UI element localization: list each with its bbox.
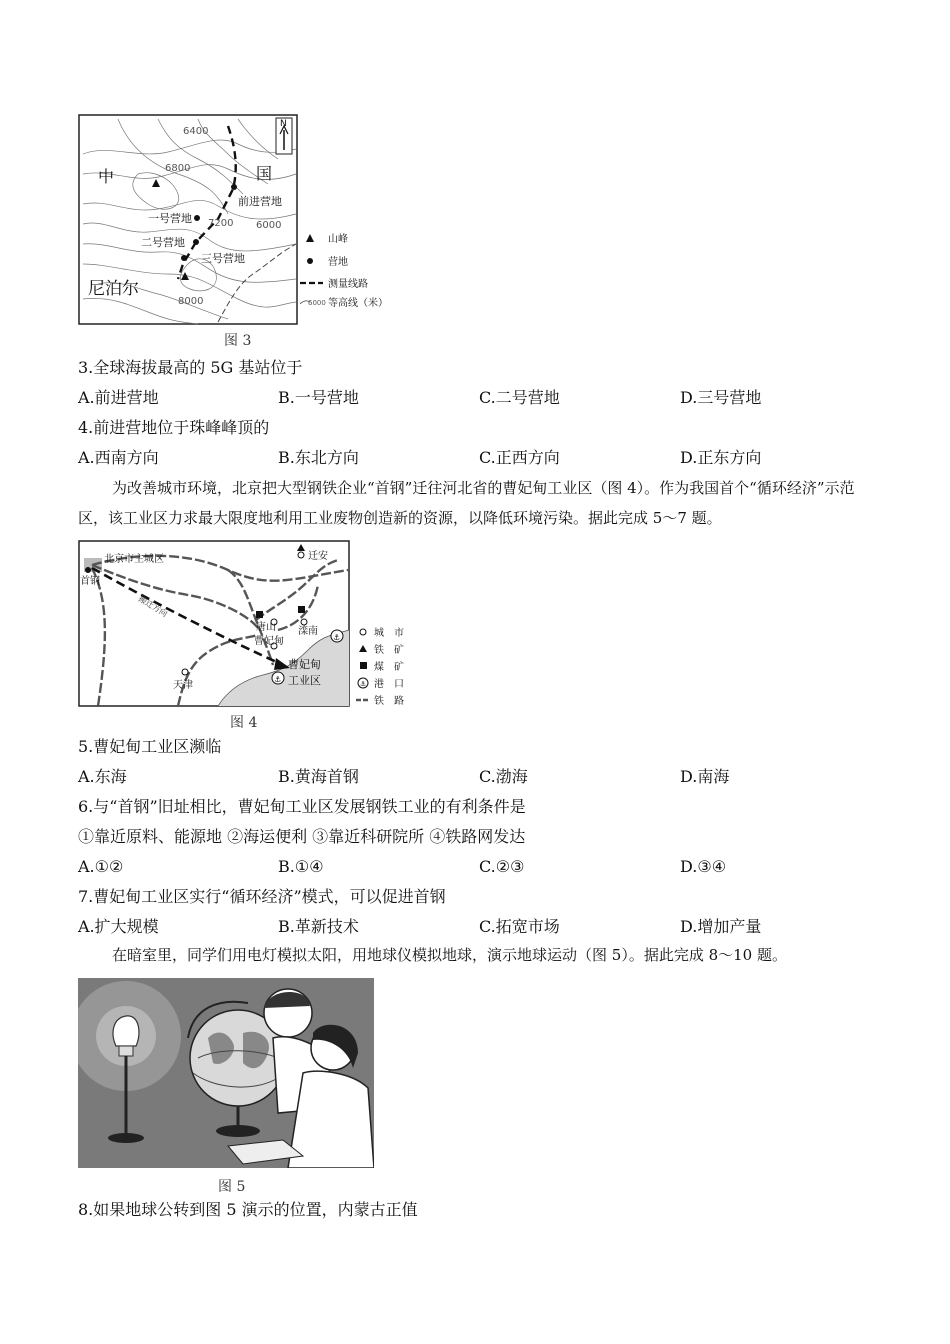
q3-option-a[interactable]: A.前进营地 [78, 388, 159, 407]
intro-5-7: 为改善城市环境，北京把大型钢铁企业“首钢”迁往河北省的曹妃甸工业区（图 4）。作为我国首个“循环经济”示范区，该工业区力求最大限度地利用工业废物创造新的资源，以降低环境污染。据此完成 5～7 题。 [78, 479, 855, 527]
figure-4 [78, 540, 418, 710]
svg-text:营地: 营地 [328, 257, 348, 268]
svg-text:山峰: 山峰 [328, 234, 348, 245]
svg-text:N: N [280, 119, 287, 129]
svg-text:7200: 7200 [208, 218, 234, 229]
figure-3-caption: 图 3 [224, 333, 252, 349]
svg-text:三号营地: 三号营地 [201, 252, 245, 265]
svg-text:6400: 6400 [183, 126, 209, 137]
svg-text:8000: 8000 [178, 296, 204, 307]
figure-5 [78, 978, 374, 1168]
q7-option-b[interactable]: B.革新技术 [278, 917, 359, 936]
svg-text:测量线路: 测量线路 [328, 279, 368, 290]
svg-text:二号营地: 二号营地 [141, 236, 185, 249]
svg-text:北京市主城区: 北京市主城区 [104, 554, 164, 565]
q6-sub: ①靠近原料、能源地 ②海运便利 ③靠近科研院所 ④铁路网发达 [78, 827, 526, 846]
q7-option-d[interactable]: D.增加产量 [680, 917, 762, 936]
figure-3 [78, 114, 418, 329]
svg-text:首钢: 首钢 [80, 576, 100, 587]
svg-text:前进营地: 前进营地 [238, 195, 282, 208]
svg-text:⚓: ⚓ [360, 680, 367, 688]
q3-stem: 3.全球海拔最高的 5G 基站位于 [78, 358, 303, 377]
q3-option-b[interactable]: B.一号营地 [278, 388, 359, 407]
q7-option-a[interactable]: A.扩大规模 [78, 917, 159, 936]
q7-option-c[interactable]: C.拓宽市场 [479, 917, 560, 936]
q8-stem: 8.如果地球公转到图 5 演示的位置，内蒙古正值 [78, 1200, 418, 1219]
svg-text:6000: 6000 [308, 299, 326, 307]
svg-text:滦南: 滦南 [298, 626, 318, 637]
q4-option-b[interactable]: B.东北方向 [278, 448, 359, 467]
coal-mine-icon [256, 611, 263, 618]
q5-option-d[interactable]: D.南海 [680, 767, 730, 786]
figure-5-illustration [78, 978, 374, 1168]
svg-text:一号营地: 一号营地 [148, 212, 192, 225]
legend-iron-icon [359, 645, 367, 652]
coal-mine-icon [298, 606, 305, 613]
svg-text:中: 中 [98, 167, 115, 186]
svg-text:国: 国 [256, 164, 273, 183]
svg-text:城 市: 城 市 [374, 628, 404, 639]
q5-option-b[interactable]: B.黄海首钢 [278, 767, 359, 786]
q3-option-c[interactable]: C.二号营地 [479, 388, 560, 407]
svg-text:铁 矿: 铁 矿 [374, 645, 404, 656]
legend-coal-icon [360, 662, 367, 669]
q4-option-c[interactable]: C.正西方向 [479, 448, 560, 467]
svg-text:6800: 6800 [165, 163, 191, 174]
q4-option-a[interactable]: A.西南方向 [78, 448, 159, 467]
q3-option-d[interactable]: D.三号营地 [680, 388, 762, 407]
svg-text:6000: 6000 [256, 220, 282, 231]
figure-3-map [78, 114, 418, 329]
q4-option-d[interactable]: D.正东方向 [680, 448, 762, 467]
svg-text:铁 路: 铁 路 [374, 696, 404, 707]
q5-option-c[interactable]: C.渤海 [479, 767, 528, 786]
svg-text:搬迁方向: 搬迁方向 [136, 594, 169, 619]
q4-stem: 4.前进营地位于珠峰峰顶的 [78, 418, 270, 437]
svg-text:天津: 天津 [173, 680, 193, 691]
q6-option-b[interactable]: B.①④ [278, 857, 324, 876]
legend-city-icon [360, 629, 366, 635]
svg-text:曹妃甸: 曹妃甸 [288, 658, 321, 671]
svg-text:⚓: ⚓ [333, 633, 341, 642]
figure-4-caption: 图 4 [230, 715, 258, 731]
q6-option-d[interactable]: D.③④ [680, 857, 727, 876]
svg-text:煤 矿: 煤 矿 [374, 662, 404, 673]
q6-option-c[interactable]: C.②③ [479, 857, 525, 876]
svg-text:唐山: 唐山 [256, 622, 276, 633]
lightbulb-icon [113, 1016, 139, 1046]
legend-camp-icon [307, 258, 313, 264]
svg-text:⚓: ⚓ [274, 675, 282, 684]
q5-option-a[interactable]: A.东海 [78, 767, 127, 786]
legend-peak-icon [306, 234, 314, 242]
q6-option-a[interactable]: A.①② [78, 857, 124, 876]
svg-text:曹妃甸: 曹妃甸 [254, 636, 284, 647]
q7-stem: 7.曹妃甸工业区实行“循环经济”模式，可以促进首钢 [78, 887, 446, 906]
q6-stem: 6.与“首钢”旧址相比，曹妃甸工业区发展钢铁工业的有利条件是 [78, 797, 526, 816]
q5-stem: 5.曹妃甸工业区濒临 [78, 737, 222, 756]
svg-text:迁安: 迁安 [308, 551, 328, 562]
svg-text:港 口: 港 口 [374, 679, 404, 690]
svg-text:等高线（米）: 等高线（米） [328, 298, 388, 309]
intro-8-10: 在暗室里，同学们用电灯模拟太阳，用地球仪模拟地球，演示地球运动（图 5）。据此完成 8～10 题。 [112, 946, 787, 964]
figure-4-map [78, 540, 418, 710]
svg-text:尼泊尔: 尼泊尔 [88, 279, 139, 299]
figure-5-caption: 图 5 [218, 1179, 246, 1195]
svg-text:工业区: 工业区 [288, 674, 321, 687]
